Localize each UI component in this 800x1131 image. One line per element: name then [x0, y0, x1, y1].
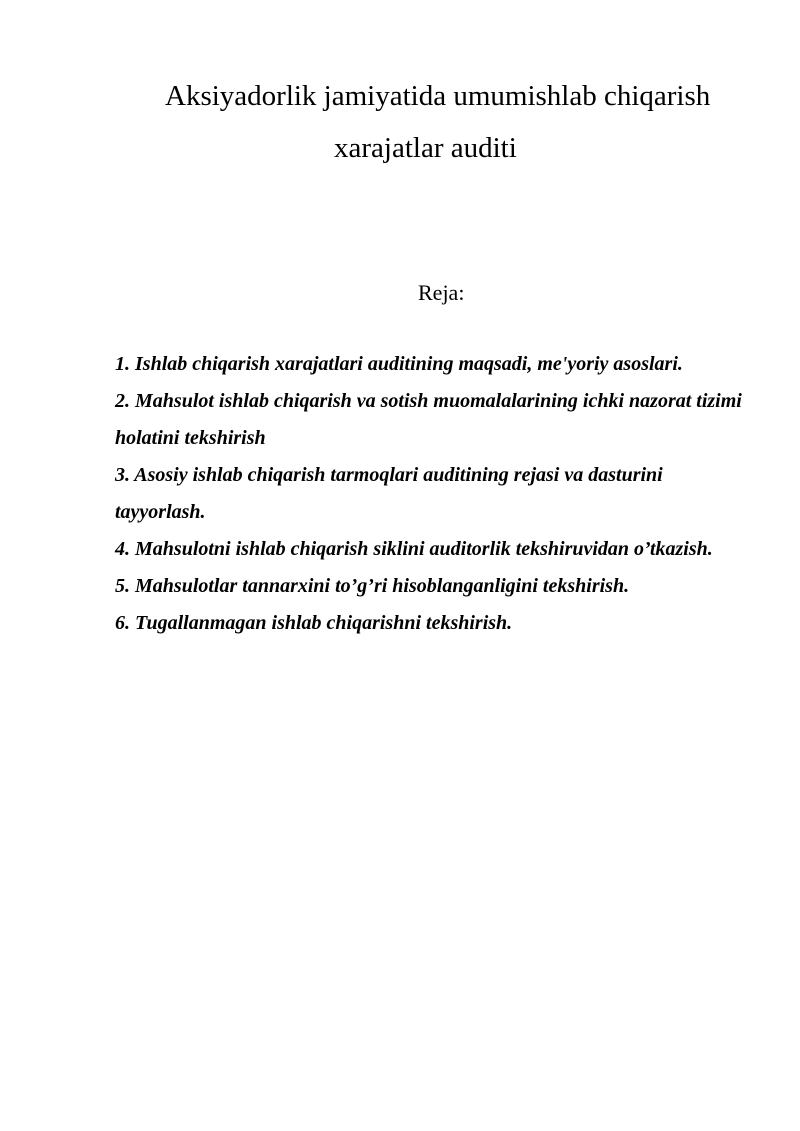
document-title-line-1: Aksiyadorlik jamiyatida umumishlab chiqarish: [165, 80, 711, 112]
plan-item-4: 4. Mahsulotni ishlab chiqarish siklini auditorlik tekshiruvidan o’tkazish.: [115, 538, 713, 560]
document-title-line-2: xarajatlar auditi: [334, 132, 517, 164]
plan-item-2: 2. Mahsulot ishlab chiqarish va sotish muomalalarining ichki nazorat tizimi holatini tekshirish: [115, 390, 742, 449]
plan-list: [115, 346, 745, 642]
plan-heading: Reja:: [418, 280, 465, 305]
plan-item-6: 6. Tugallanmagan ishlab chiqarishni tekshirish.: [115, 612, 513, 634]
plan-item-5: 5. Mahsulotlar tannarxini to’g’ri hisoblanganligini tekshirish.: [115, 575, 630, 597]
plan-item-3: 3. Asosiy ishlab chiqarish tarmoqlari auditining rejasi va dasturini tayyorlash.: [115, 464, 663, 523]
plan-item-1: 1. Ishlab chiqarish xarajatlari auditining maqsadi, me'yoriy asoslari.: [115, 353, 683, 375]
